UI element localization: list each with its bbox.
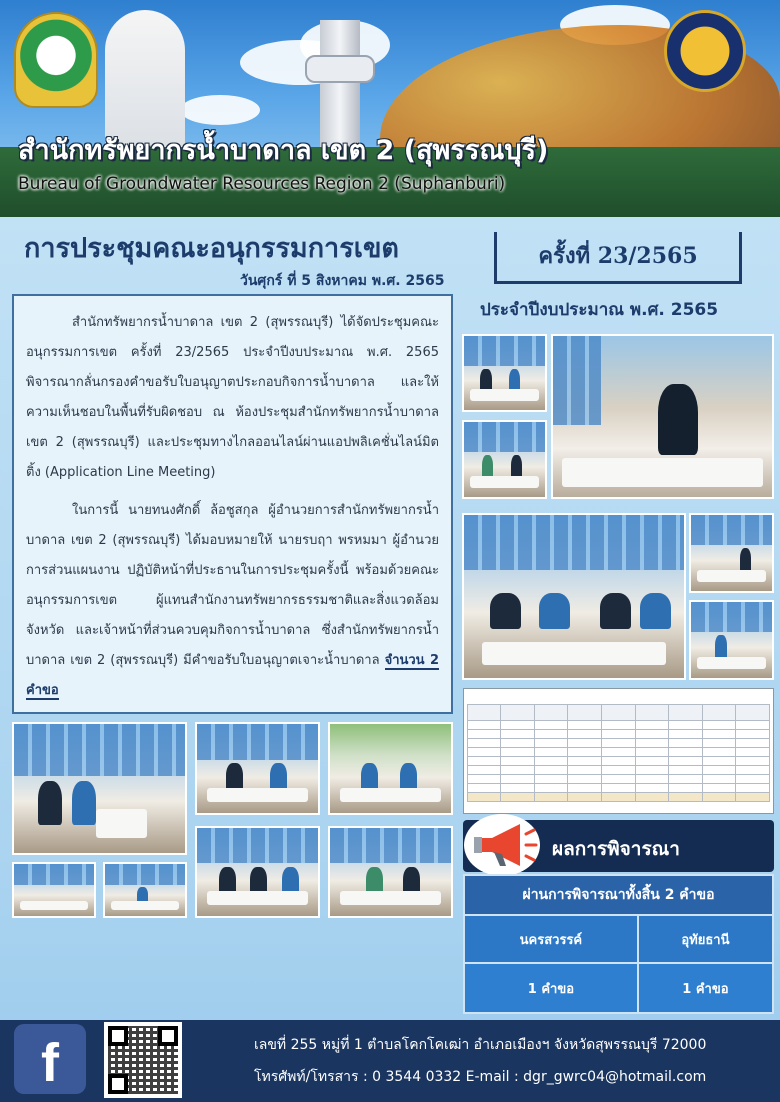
meeting-photo bbox=[328, 826, 453, 918]
facebook-icon[interactable]: f bbox=[14, 1024, 86, 1094]
meeting-room-photo bbox=[462, 513, 686, 680]
meeting-photo bbox=[195, 826, 320, 918]
province-name: อุทัยธานี bbox=[638, 915, 773, 963]
header-banner bbox=[0, 0, 780, 217]
bureau-title-thai: สำนักทรัพยากรน้ำบาดาล เขต 2 (สุพรรณบุรี) bbox=[18, 135, 549, 166]
result-table bbox=[463, 874, 774, 1014]
groundwater-department-logo bbox=[664, 10, 746, 92]
news-text-box bbox=[12, 294, 453, 714]
request-count-highlight: จำนวน 2 คำขอ bbox=[26, 653, 439, 698]
province-request-count: 1 คำขอ bbox=[638, 963, 773, 1013]
paragraph-1: สำนักทรัพยากรน้ำบาดาล เขต 2 (สุพรรณบุรี) ได้จัดประชุมคณะอนุกรรมการเขต ครั้งที่ 23/2565 ประจำปีงบประมาณ พ.ศ. 2565 พิจารณากลั่นกรองคำขอรับใบอนุญาตประกอบกิจการน้ำบาดาล และให้ความเห็นชอบในพื้นที่รับผิดชอบ ณ ห้องประชุมสำนักทรัพยากรน้ำบาดาล เขต 2 (สุพรรณบุรี) และประชุมทางไกลออนไลน์ผ่านแอปพลิเคชั่นไลน์มิตติ้ง (Application Line Meeting) bbox=[26, 315, 439, 480]
agency-logo-left bbox=[14, 12, 98, 108]
meeting-photo bbox=[12, 722, 187, 855]
fiscal-year: ประจำปีงบประมาณ พ.ศ. 2565 bbox=[480, 300, 719, 320]
footer-contact: โทรศัพท์/โทรสาร : 0 3544 0332 E-mail : dgr_gwrc04@hotmail.com bbox=[254, 1069, 707, 1085]
meeting-photo bbox=[12, 862, 96, 918]
paragraph-2: ในการนี้ นายทนงศักดิ์ ล้อชูสกุล ผู้อำนวยการสำนักทรัพยากรน้ำบาดาล เขต 2 (สุพรรณบุรี) ได้มอบหมายให้ นายรบฤา พรหมมา ผู้อำนวยการส่วนแผนงาน ปฏิบัติหน้าที่ประธานในการประชุมครั้งนี้ พร้อมด้วยคณะอนุกรรมการเขต ผู้แทนสำนักงานทรัพยากรธรรมชาติและสิ่งแวดล้อมจังหวัด และเจ้าหน้าที่ส่วนควบคุมกิจการน้ำบาดาล ซึ่งสำนักทรัพยากรน้ำบาดาล เขต 2 (สุพรรณบุรี) มีคำขอรับใบอนุญาตเจาะน้ำบาดาล จำนวน 2 คำขอ bbox=[26, 503, 439, 698]
meeting-photo bbox=[328, 722, 453, 815]
province-request-count: 1 คำขอ bbox=[464, 963, 638, 1013]
province-name: นครสวรรค์ bbox=[464, 915, 638, 963]
meeting-photo bbox=[551, 334, 774, 499]
meeting-title: การประชุมคณะอนุกรรมการเขต bbox=[24, 233, 399, 264]
session-number: ครั้งที่ 23/2565 bbox=[538, 243, 698, 269]
meeting-photo bbox=[103, 862, 187, 918]
bureau-title-english: Bureau of Groundwater Resources Region 2 (Suphanburi) bbox=[18, 174, 506, 194]
result-title: ผลการพิจารณา bbox=[552, 838, 680, 860]
meeting-date: วันศุกร์ ที่ 5 สิงหาคม พ.ศ. 2565 bbox=[240, 273, 445, 289]
footer-address: เลขที่ 255 หมู่ที่ 1 ตำบลโคกโคเฒ่า อำเภอเมืองฯ จังหวัดสุพรรณบุรี 72000 bbox=[254, 1037, 707, 1053]
meeting-photo bbox=[689, 513, 774, 593]
qr-code-icon bbox=[104, 1022, 182, 1098]
meeting-photo bbox=[462, 334, 547, 412]
meeting-photo bbox=[462, 420, 547, 499]
meeting-photo bbox=[195, 722, 320, 815]
session-box bbox=[494, 232, 742, 284]
megaphone-icon bbox=[462, 812, 544, 878]
license-statistics-table-image bbox=[463, 688, 774, 814]
meeting-photo bbox=[689, 600, 774, 680]
result-summary: ผ่านการพิจารณาทั้งสิ้น 2 คำขอ bbox=[464, 875, 773, 915]
